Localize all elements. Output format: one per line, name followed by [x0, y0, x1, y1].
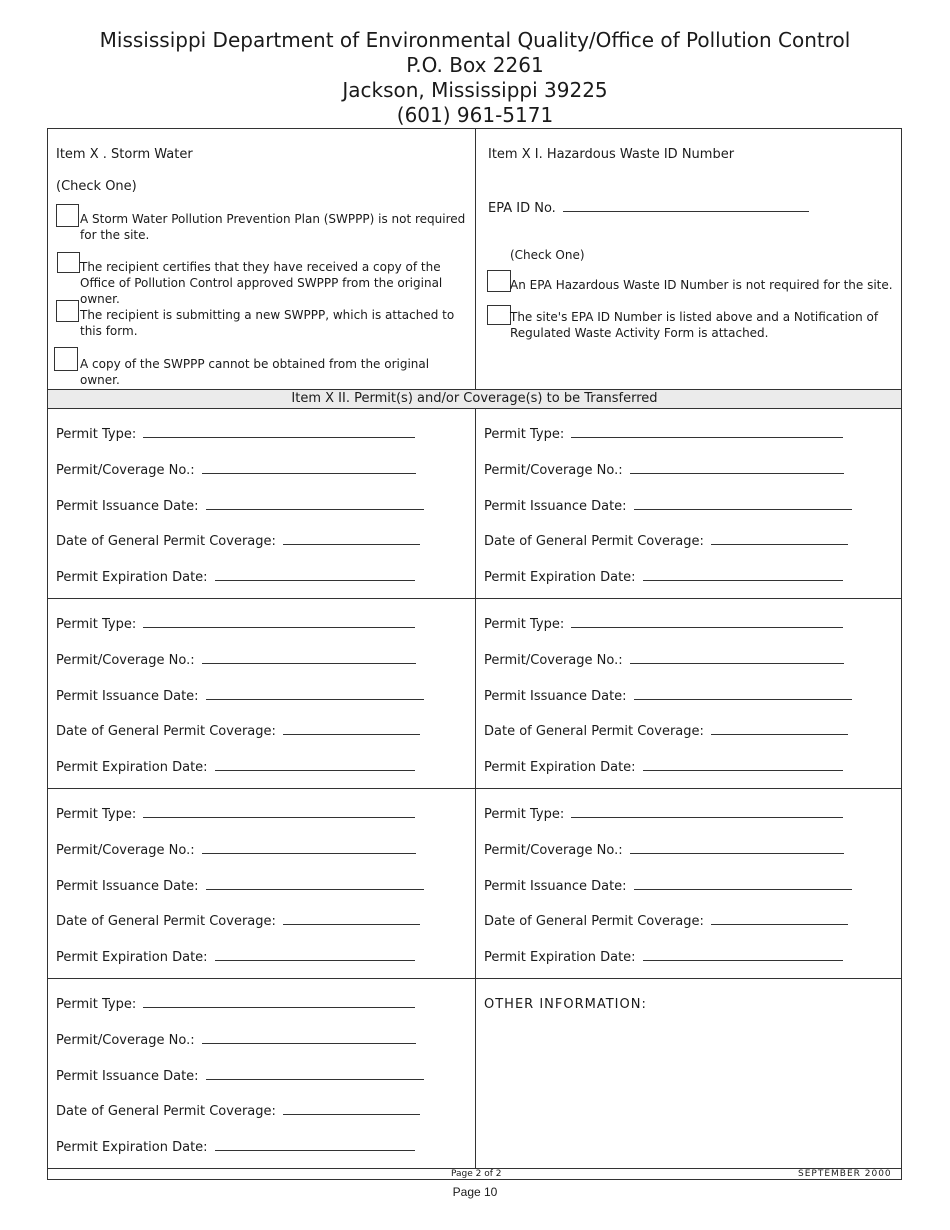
permit-coverage-no-line[interactable] — [630, 463, 844, 474]
po-box: P.O. Box 2261 — [406, 53, 544, 77]
permit-coverage-no-label: Permit/Coverage No.: — [56, 653, 199, 668]
other-information-area[interactable] — [480, 1018, 895, 1163]
permit-coverage-no-label: Permit/Coverage No.: — [484, 653, 627, 668]
general-permit-coverage-date-label: Date of General Permit Coverage: — [56, 914, 281, 929]
permit-expiration-date-label: Permit Expiration Date: — [484, 760, 640, 775]
permit-issuance-date-field[interactable] — [56, 1069, 424, 1084]
general-permit-coverage-date-label: Date of General Permit Coverage: — [484, 724, 709, 739]
permit-coverage-no-field[interactable] — [56, 653, 416, 668]
permit-type-label: Permit Type: — [56, 617, 141, 632]
permit-expiration-date-field[interactable] — [484, 570, 843, 585]
permit-type-field[interactable] — [56, 427, 415, 442]
permit-coverage-no-field[interactable] — [484, 653, 844, 668]
permit-expiration-date-line[interactable] — [643, 760, 843, 771]
permit-expiration-date-line[interactable] — [215, 1140, 415, 1151]
divider — [47, 978, 902, 979]
permit-type-line[interactable] — [143, 807, 415, 818]
epa-option-1-text: An EPA Hazardous Waste ID Number is not required for the site. — [510, 278, 893, 292]
permit-type-field[interactable] — [484, 807, 843, 822]
permit-coverage-no-field[interactable] — [56, 463, 416, 478]
general-permit-coverage-date-label: Date of General Permit Coverage: — [56, 534, 281, 549]
swppp-new-checkbox[interactable] — [56, 300, 79, 322]
epa-id-line[interactable] — [563, 201, 809, 212]
permit-expiration-date-label: Permit Expiration Date: — [56, 950, 212, 965]
general-permit-coverage-date-label: Date of General Permit Coverage: — [484, 914, 709, 929]
permit-issuance-date-field[interactable] — [56, 879, 424, 894]
permit-issuance-date-label: Permit Issuance Date: — [56, 879, 203, 894]
permit-issuance-date-line[interactable] — [634, 879, 852, 890]
permit-coverage-no-label: Permit/Coverage No.: — [484, 463, 627, 478]
swppp-option-1-text: A Storm Water Pollution Prevention Plan (SWPPP) is not required for the site. — [80, 212, 466, 242]
permit-issuance-date-line[interactable] — [206, 879, 424, 890]
permit-expiration-date-line[interactable] — [215, 950, 415, 961]
general-permit-coverage-date-field[interactable] — [56, 914, 420, 929]
permit-expiration-date-label: Permit Expiration Date: — [56, 570, 212, 585]
permit-expiration-date-label: Permit Expiration Date: — [56, 760, 212, 775]
general-permit-coverage-date-line[interactable] — [711, 534, 848, 545]
swppp-option-4-text: A copy of the SWPPP cannot be obtained from the original owner. — [80, 357, 430, 387]
permit-coverage-no-label: Permit/Coverage No.: — [56, 1033, 199, 1048]
permit-coverage-no-line[interactable] — [202, 463, 416, 474]
permit-expiration-date-field[interactable] — [56, 570, 415, 585]
permit-type-label: Permit Type: — [56, 997, 141, 1012]
permit-coverage-no-label: Permit/Coverage No.: — [56, 843, 199, 858]
permit-issuance-date-line[interactable] — [634, 499, 852, 510]
permit-type-field[interactable] — [484, 617, 843, 632]
page-of-label: Page 2 of 2 — [451, 1169, 502, 1179]
item-11-title: Item X I. Hazardous Waste ID Number — [488, 147, 735, 162]
permit-type-line[interactable] — [571, 427, 843, 438]
permit-coverage-no-label: Permit/Coverage No.: — [56, 463, 199, 478]
permit-expiration-date-field[interactable] — [56, 950, 415, 965]
epa-id-label: EPA ID No. — [488, 201, 560, 216]
general-permit-coverage-date-line[interactable] — [283, 534, 420, 545]
epa-not-required-checkbox[interactable] — [487, 270, 511, 292]
permit-expiration-date-field[interactable] — [56, 1140, 415, 1155]
epa-id-field[interactable] — [488, 201, 809, 216]
epa-listed-checkbox[interactable] — [487, 305, 511, 325]
general-permit-coverage-date-field[interactable] — [56, 724, 420, 739]
general-permit-coverage-date-line[interactable] — [283, 914, 420, 925]
permit-issuance-date-field[interactable] — [484, 499, 852, 514]
general-permit-coverage-date-field[interactable] — [56, 534, 420, 549]
revision-date: SEPTEMBER 2000 — [798, 1169, 892, 1179]
check-one-label: (Check One) — [56, 179, 137, 194]
divider — [47, 788, 902, 789]
permit-coverage-no-field[interactable] — [56, 1033, 416, 1048]
permit-issuance-date-line[interactable] — [206, 1069, 424, 1080]
permit-issuance-date-label: Permit Issuance Date: — [56, 1069, 203, 1084]
permit-type-label: Permit Type: — [484, 427, 569, 442]
page-number: Page 10 — [452, 1185, 498, 1199]
permit-issuance-date-label: Permit Issuance Date: — [56, 689, 203, 704]
general-permit-coverage-date-label: Date of General Permit Coverage: — [56, 1104, 281, 1119]
item-12-title: Item X II. Permit(s) and/or Coverage(s) to be Transferred — [48, 390, 901, 408]
general-permit-coverage-date-line[interactable] — [283, 1104, 420, 1115]
permit-expiration-date-label: Permit Expiration Date: — [484, 950, 640, 965]
city-state: Jackson, Mississippi 39225 — [342, 78, 608, 102]
permit-issuance-date-field[interactable] — [56, 499, 424, 514]
permit-expiration-date-label: Permit Expiration Date: — [484, 570, 640, 585]
permit-issuance-date-line[interactable] — [206, 689, 424, 700]
item-10-title: Item X . Storm Water — [56, 147, 193, 162]
permit-type-label: Permit Type: — [56, 807, 141, 822]
permit-type-line[interactable] — [143, 427, 415, 438]
permit-type-line[interactable] — [571, 807, 843, 818]
general-permit-coverage-date-label: Date of General Permit Coverage: — [484, 534, 709, 549]
permit-expiration-date-line[interactable] — [643, 570, 843, 581]
permit-issuance-date-field[interactable] — [484, 879, 852, 894]
check-one-label: (Check One) — [510, 248, 585, 262]
permit-expiration-date-field[interactable] — [56, 760, 415, 775]
permit-type-field[interactable] — [56, 997, 415, 1012]
general-permit-coverage-date-line[interactable] — [283, 724, 420, 735]
swppp-received-checkbox[interactable] — [57, 252, 80, 273]
permit-type-label: Permit Type: — [484, 617, 569, 632]
permit-expiration-date-line[interactable] — [215, 760, 415, 771]
swppp-unobtainable-checkbox[interactable] — [54, 347, 78, 371]
permit-coverage-no-line[interactable] — [202, 843, 416, 854]
permit-issuance-date-field[interactable] — [484, 689, 852, 704]
permit-issuance-date-label: Permit Issuance Date: — [484, 499, 631, 514]
permit-type-line[interactable] — [571, 617, 843, 628]
general-permit-coverage-date-label: Date of General Permit Coverage: — [56, 724, 281, 739]
swppp-option-2-text: The recipient certifies that they have received a copy of the Office of Pollution Control approved SWPPP from the original owner. — [80, 260, 443, 306]
permit-issuance-date-label: Permit Issuance Date: — [484, 879, 631, 894]
phone: (601) 961-5171 — [396, 103, 554, 127]
divider — [47, 598, 902, 599]
permit-type-label: Permit Type: — [484, 807, 569, 822]
permit-type-label: Permit Type: — [56, 427, 141, 442]
permit-coverage-no-field[interactable] — [484, 843, 844, 858]
general-permit-coverage-date-line[interactable] — [711, 914, 848, 925]
permit-type-field[interactable] — [56, 617, 415, 632]
permit-expiration-date-field[interactable] — [484, 950, 843, 965]
permit-type-field[interactable] — [56, 807, 415, 822]
general-permit-coverage-date-field[interactable] — [56, 1104, 420, 1119]
permit-expiration-date-line[interactable] — [215, 570, 415, 581]
permit-issuance-date-field[interactable] — [56, 689, 424, 704]
swppp-option-3-text: The recipient is submitting a new SWPPP, which is attached to this form. — [80, 308, 455, 338]
permit-coverage-no-line[interactable] — [202, 653, 416, 664]
general-permit-coverage-date-field[interactable] — [484, 914, 848, 929]
general-permit-coverage-date-line[interactable] — [711, 724, 848, 735]
general-permit-coverage-date-field[interactable] — [484, 534, 848, 549]
permit-type-line[interactable] — [143, 617, 415, 628]
permit-coverage-no-line[interactable] — [630, 843, 844, 854]
swppp-not-required-checkbox[interactable] — [56, 204, 79, 227]
permit-coverage-no-field[interactable] — [56, 843, 416, 858]
other-information-label: OTHER INFORMATION: — [484, 997, 647, 1012]
permit-issuance-date-label: Permit Issuance Date: — [56, 499, 203, 514]
permit-type-field[interactable] — [484, 427, 843, 442]
permit-issuance-date-label: Permit Issuance Date: — [484, 689, 631, 704]
permit-type-line[interactable] — [143, 997, 415, 1008]
permit-expiration-date-line[interactable] — [643, 950, 843, 961]
permit-issuance-date-line[interactable] — [634, 689, 852, 700]
permit-expiration-date-field[interactable] — [484, 760, 843, 775]
permit-coverage-no-field[interactable] — [484, 463, 844, 478]
epa-option-2-text: The site's EPA ID Number is listed above and a Notification of Regulated Waste Activity Form is attached. — [510, 310, 879, 340]
permit-expiration-date-label: Permit Expiration Date: — [56, 1140, 212, 1155]
permit-coverage-no-label: Permit/Coverage No.: — [484, 843, 627, 858]
general-permit-coverage-date-field[interactable] — [484, 724, 848, 739]
permit-issuance-date-line[interactable] — [206, 499, 424, 510]
divider — [475, 128, 476, 390]
permit-coverage-no-line[interactable] — [202, 1033, 416, 1044]
permit-coverage-no-line[interactable] — [630, 653, 844, 664]
agency-name: Mississippi Department of Environmental Quality/Office of Pollution Control — [99, 28, 851, 52]
